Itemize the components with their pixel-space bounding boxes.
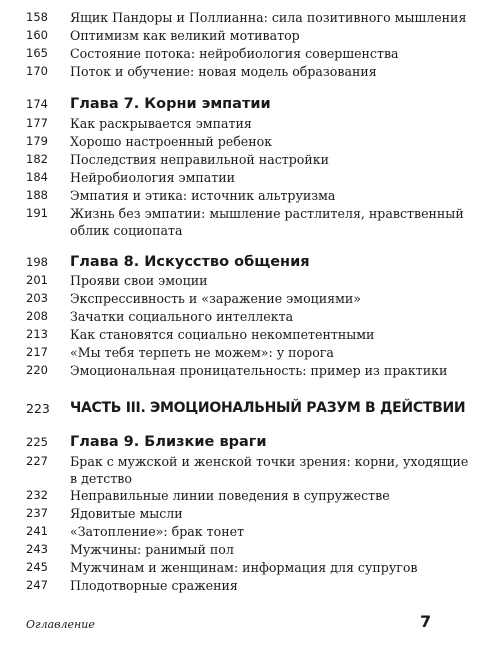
toc-page-number: 184: [26, 170, 48, 184]
toc-page-number: 201: [26, 273, 48, 287]
toc-page-number: 177: [26, 116, 48, 130]
toc-page-number: 237: [26, 506, 48, 520]
toc-entry-title: облик социопата: [70, 223, 183, 238]
toc-entry-title: Последствия неправильной настройки: [70, 152, 330, 167]
toc-page-number: 182: [26, 152, 48, 166]
toc-page-number: 213: [26, 327, 48, 341]
toc-entry-title: Эмоциональная проницательность: пример из практики: [70, 363, 448, 378]
toc-entry-title: Ящик Пандоры и Поллианна: сила позитивного мышления: [70, 10, 467, 25]
toc-entry-title: Нейробиология эмпатии: [70, 170, 236, 185]
toc-entry-title: Хорошо настроенный ребенок: [70, 134, 273, 149]
toc-page-number: 223: [26, 401, 50, 416]
toc-chapter-title: Глава 7. Корни эмпатии: [70, 96, 271, 112]
toc-entry-title: Поток и обучение: новая модель образования: [70, 64, 377, 79]
toc-page-number: 217: [26, 345, 48, 359]
toc-page-number: 203: [26, 291, 48, 305]
toc-entry-title: Жизнь без эмпатии: мышление растлителя, нравственный: [70, 206, 464, 221]
toc-page-number: 160: [26, 28, 48, 42]
toc-page-number: 241: [26, 524, 48, 538]
toc-entry-title: Неправильные линии поведения в супружестве: [70, 488, 390, 503]
toc-entry-title: Как становятся социально некомпетентными: [70, 327, 375, 342]
running-footer-section: Оглавление: [26, 618, 95, 631]
toc-page-number: 245: [26, 560, 48, 574]
toc-entry-title: Как раскрывается эмпатия: [70, 116, 252, 131]
toc-page-number: 188: [26, 188, 48, 202]
toc-page-number: 191: [26, 206, 48, 220]
toc-page-number: 165: [26, 46, 48, 60]
toc-entry-title: Эмпатия и этика: источник альтруизма: [70, 188, 336, 203]
toc-entry-title: Ядовитые мысли: [70, 506, 183, 521]
toc-entry-title: «Мы тебя терпеть не можем»: у порога: [70, 345, 334, 360]
toc-page-number: 174: [26, 97, 48, 111]
toc-page-number: 232: [26, 488, 48, 502]
toc-page-number: 225: [26, 435, 48, 449]
toc-page-number: 179: [26, 134, 48, 148]
toc-entry-title: Плодотворные сражения: [70, 578, 238, 593]
toc-entry-title: Мужчинам и женщинам: информация для супругов: [70, 560, 418, 575]
toc-entry-title: Состояние потока: нейробиология совершенства: [70, 46, 399, 61]
toc-page-number: 247: [26, 578, 48, 592]
toc-entry-title: Зачатки социального интеллекта: [70, 309, 294, 324]
toc-chapter-title: Глава 8. Искусство общения: [70, 254, 310, 270]
toc-entry-title: Брак с мужской и женской точки зрения: корни, уходящие: [70, 454, 469, 469]
toc-page-number: 243: [26, 542, 48, 556]
toc-part-title: ЧАСТЬ III. ЭМОЦИОНАЛЬНЫЙ РАЗУМ В ДЕЙСТВИИ: [70, 400, 466, 416]
toc-entry-title: Прояви свои эмоции: [70, 273, 208, 288]
toc-entry-title: Оптимизм как великий мотиватор: [70, 28, 300, 43]
toc-entry-title: Экспрессивность и «заражение эмоциями»: [70, 291, 362, 306]
toc-page-number: 170: [26, 64, 48, 78]
toc-page-number: 198: [26, 255, 48, 269]
toc-page-number: 208: [26, 309, 48, 323]
toc-page-number: 227: [26, 454, 48, 468]
toc-chapter-title: Глава 9. Близкие враги: [70, 434, 267, 450]
toc-page-number: 158: [26, 10, 48, 24]
toc-entry-title: в детство: [70, 471, 132, 486]
toc-entry-title: «Затопление»: брак тонет: [70, 524, 245, 539]
toc-entry-title: Мужчины: ранимый пол: [70, 542, 234, 557]
page-number: 7: [420, 612, 432, 631]
toc-page-number: 220: [26, 363, 48, 377]
